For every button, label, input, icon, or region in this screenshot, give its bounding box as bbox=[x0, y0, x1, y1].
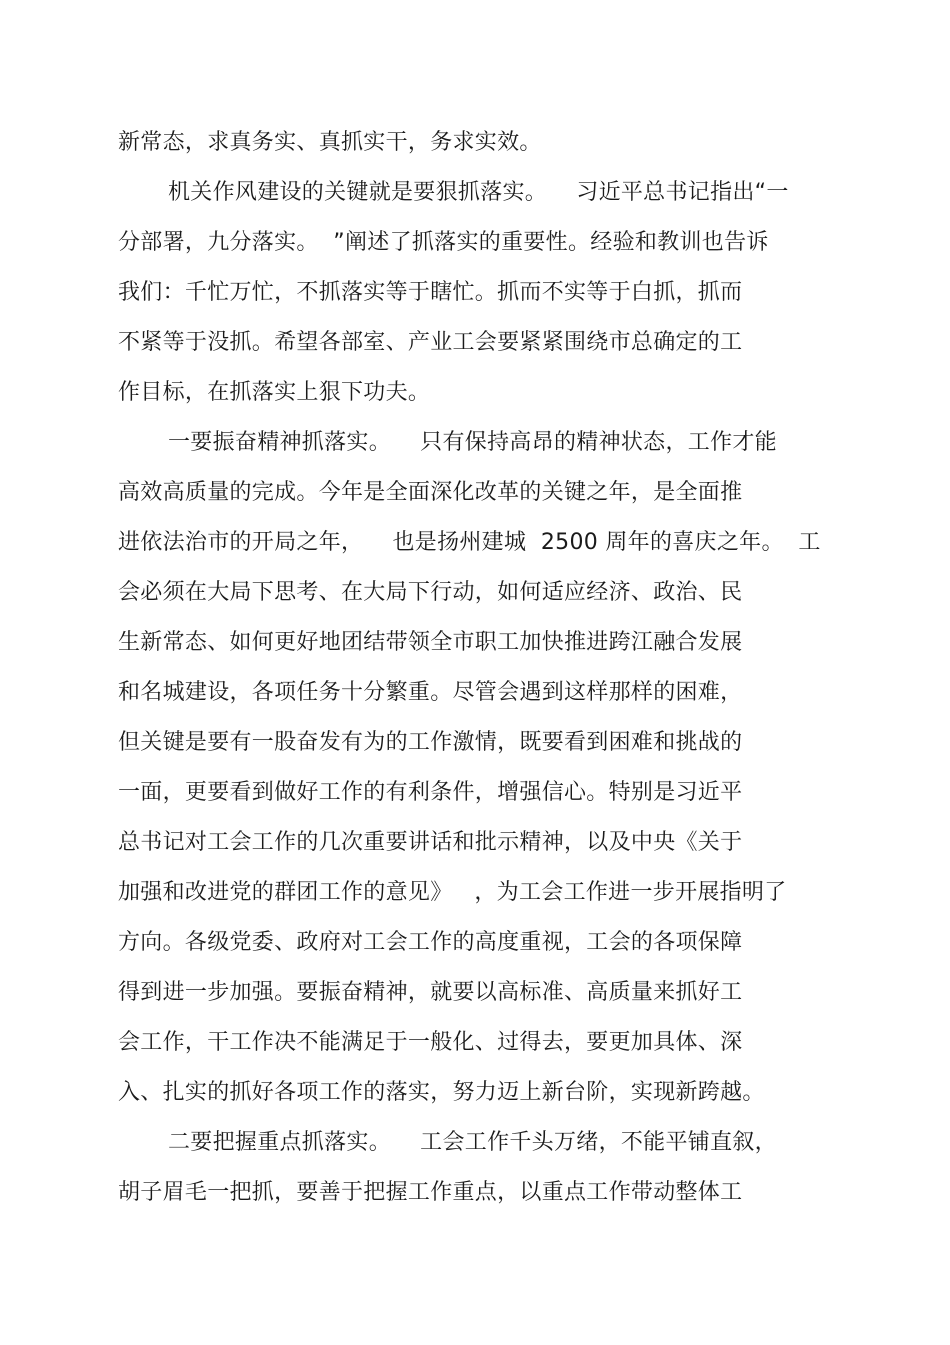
text-line-21: 二要把握重点抓落实。 工会工作千头万绪，不能平铺直叙， bbox=[168, 1130, 777, 1155]
text-line-3: 分部署，九分落实。 ”阐述了抓落实的重要性。经验和教训也告诉 bbox=[118, 230, 769, 255]
text-line-4: 我们：千忙万忙，不抓落实等于瞎忙。抓而不实等于白抓，抓而 bbox=[118, 280, 743, 305]
text-line-8: 高效高质量的完成。今年是全面深化改革的关键之年，是全面推 bbox=[118, 480, 743, 505]
text-line-7: 一要振奋精神抓落实。 只有保持高昂的精神状态，工作才能 bbox=[168, 430, 777, 455]
text-line-18: 得到进一步加强。要振奋精神，就要以高标准、高质量来抓好工 bbox=[118, 980, 743, 1005]
text-line-15: 总书记对工会工作的几次重要讲话和批示精神，以及中央《关于 bbox=[118, 830, 743, 855]
text-line-17: 方向。各级党委、政府对工会工作的高度重视，工会的各项保障 bbox=[118, 930, 743, 955]
text-line-11: 生新常态、如何更好地团结带领全市职工加快推进跨江融合发展 bbox=[118, 630, 743, 655]
text-line-22: 胡子眉毛一把抓，要善于把握工作重点，以重点工作带动整体工 bbox=[118, 1180, 743, 1205]
text-line-6: 作目标，在抓落实上狠下功夫。 bbox=[118, 380, 431, 405]
text-line-5: 不紧等于没抓。希望各部室、产业工会要紧紧围绕市总确定的工 bbox=[118, 330, 743, 355]
text-line-1: 新常态，求真务实、真抓实干，务求实效。 bbox=[118, 130, 542, 155]
text-line-20: 入、扎实的抓好各项工作的落实，努力迈上新台阶，实现新跨越。 bbox=[118, 1080, 765, 1105]
text-line-12: 和名城建设，各项任务十分繁重。尽管会遇到这样那样的困难， bbox=[118, 680, 743, 705]
text-line-9: 进依法治市的开局之年， 也是扬州建城 2500 周年的喜庆之年。 工 bbox=[118, 530, 821, 555]
text-line-16: 加强和改进党的群团工作的意见》 ，为工会工作进一步开展指明了 bbox=[118, 880, 787, 905]
text-line-14: 一面，更要看到做好工作的有利条件，增强信心。特别是习近平 bbox=[118, 780, 743, 805]
text-line-19: 会工作，干工作决不能满足于一般化、过得去，要更加具体、深 bbox=[118, 1030, 743, 1055]
text-line-13: 但关键是要有一股奋发有为的工作激情，既要看到困难和挑战的 bbox=[118, 730, 743, 755]
text-line-2: 机关作风建设的关键就是要狠抓落实。 习近平总书记指出“一 bbox=[168, 180, 789, 205]
text-line-10: 会必须在大局下思考、在大局下行动，如何适应经济、政治、民 bbox=[118, 580, 743, 605]
